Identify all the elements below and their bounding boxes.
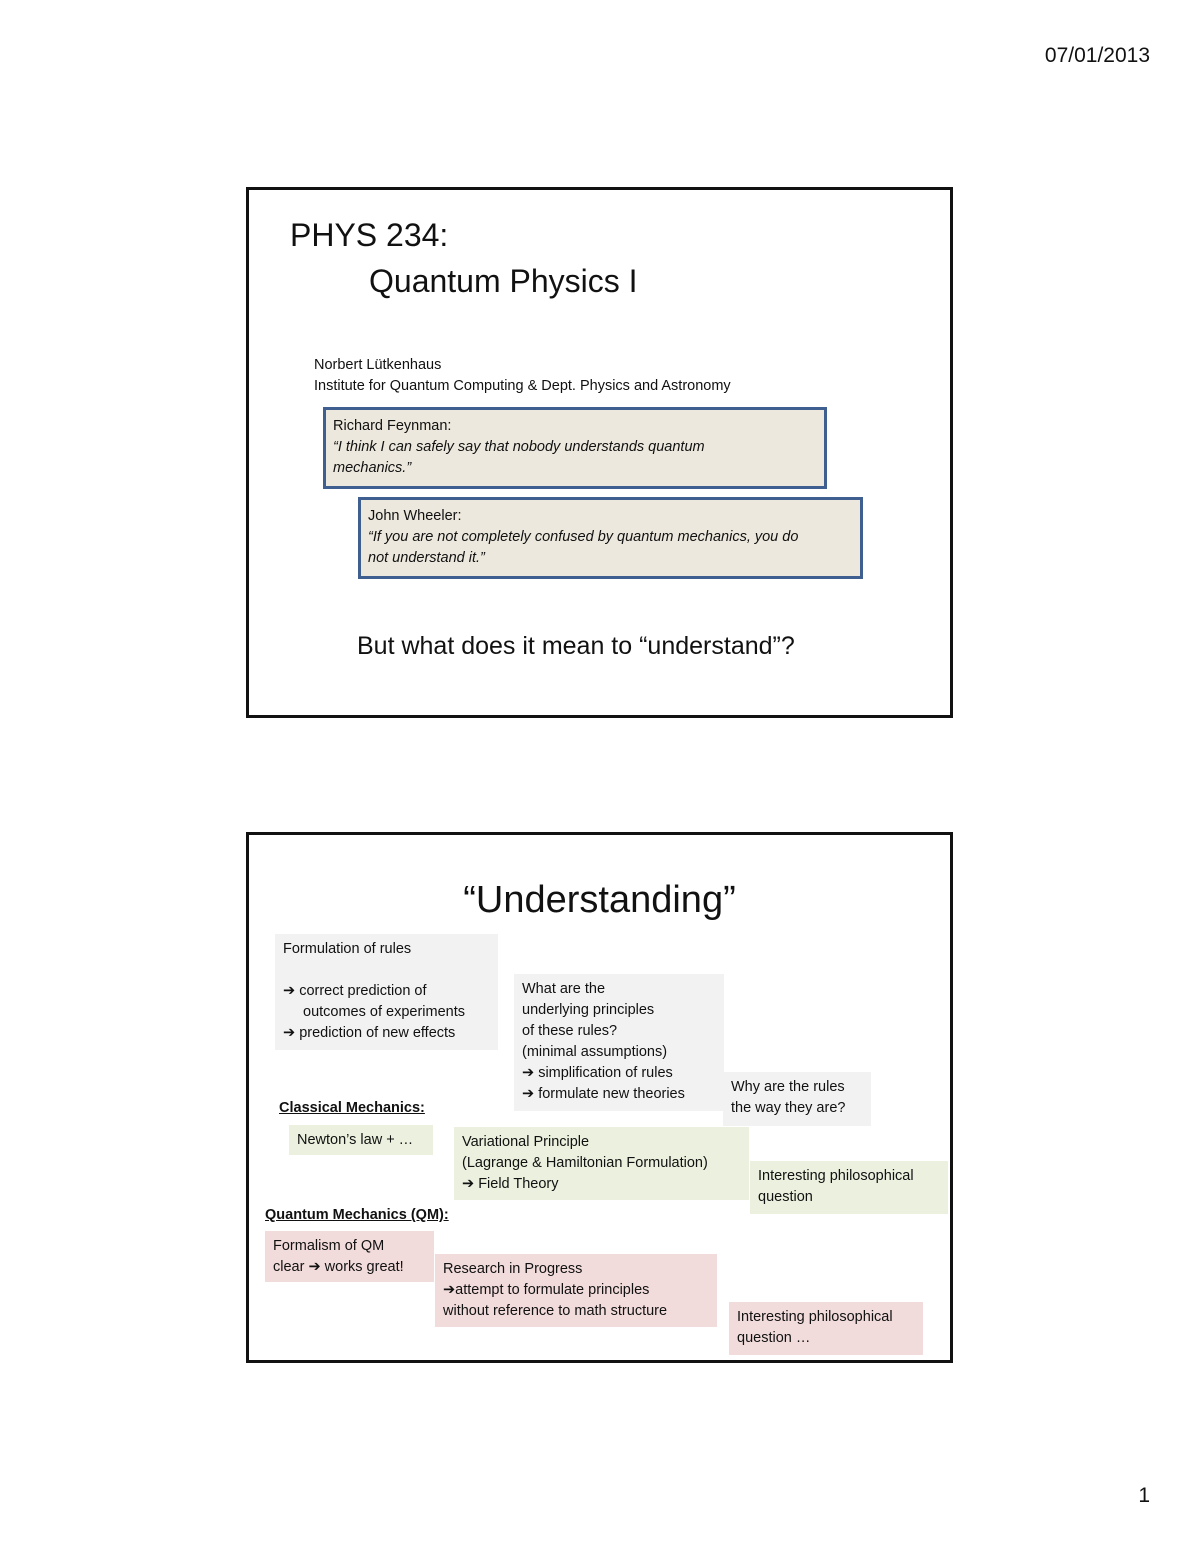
quote-text-line: “If you are not completely confused by quantum mechanics, you do — [368, 529, 799, 545]
course-title: Quantum Physics I — [369, 263, 638, 299]
variational-line: (Lagrange & Hamiltonian Formulation) — [462, 1155, 708, 1171]
formalism-box — [265, 1231, 434, 1282]
quantum-mechanics-heading: Quantum Mechanics (QM): — [265, 1207, 449, 1223]
principles-item: formulate new theories — [538, 1086, 685, 1102]
arrow-icon: ➔ — [443, 1282, 456, 1298]
quote-text-line: mechanics.” — [333, 460, 412, 476]
principles-line: of these rules? — [522, 1023, 618, 1039]
author-affiliation: Institute for Quantum Computing & Dept. Physics and Astronomy — [314, 378, 731, 394]
variational-box — [454, 1127, 749, 1200]
formalism-line: Formalism of QM — [273, 1238, 385, 1254]
classical-mechanics-heading: Classical Mechanics: — [279, 1100, 425, 1116]
rules-box — [275, 934, 498, 1050]
rules-heading: Formulation of rules — [283, 941, 412, 957]
arrow-icon: ➔ — [462, 1176, 475, 1192]
quote-speaker: Richard Feynman: — [333, 418, 452, 434]
research-line: Research in Progress — [443, 1261, 583, 1277]
slide-heading: “Understanding” — [463, 879, 736, 921]
why-box — [723, 1072, 871, 1126]
research-item: attempt to formulate principles — [455, 1282, 650, 1298]
philosophical-line: Interesting philosophical — [758, 1168, 914, 1184]
arrow-icon: ➔ — [522, 1065, 535, 1081]
philosophical-line: question — [758, 1189, 813, 1205]
rules-item: prediction of new effects — [299, 1025, 456, 1041]
principles-item: simplification of rules — [538, 1065, 673, 1081]
quote-text-line: “I think I can safely say that nobody understands quantum — [333, 439, 705, 455]
rules-item: outcomes of experiments — [303, 1004, 465, 1020]
slide-understanding — [246, 832, 953, 1363]
arrow-icon: ➔ — [522, 1086, 535, 1102]
newton-box: Newton’s law + … — [289, 1125, 433, 1155]
research-line: without reference to math structure — [443, 1303, 668, 1319]
research-box — [435, 1254, 717, 1327]
page-number: 1 — [1138, 1484, 1150, 1507]
author-name: Norbert Lütkenhaus — [314, 357, 442, 373]
why-line: Why are the rules — [731, 1079, 845, 1095]
wheeler-quote-box — [358, 497, 863, 579]
understand-question: But what does it mean to “understand”? — [357, 632, 795, 660]
arrow-icon: ➔ — [308, 1259, 321, 1275]
philosophical-line: question … — [737, 1330, 811, 1346]
formalism-text: clear — [273, 1259, 305, 1275]
philosophical-line: Interesting philosophical — [737, 1309, 893, 1325]
quote-text-line: not understand it.” — [368, 550, 485, 566]
slide-title — [246, 187, 953, 718]
principles-line: (minimal assumptions) — [522, 1044, 668, 1060]
why-line: the way they are? — [731, 1100, 846, 1116]
rules-item: correct prediction of — [299, 983, 427, 999]
arrow-icon: ➔ — [283, 983, 296, 999]
author-block — [314, 355, 731, 397]
principles-box — [514, 974, 724, 1111]
formalism-text: works great! — [324, 1259, 404, 1275]
page-date: 07/01/2013 — [1044, 44, 1150, 67]
variational-item: Field Theory — [478, 1176, 559, 1192]
principles-line: underlying principles — [522, 1002, 655, 1018]
quantum-philosophical-box — [729, 1302, 923, 1355]
classical-philosophical-box — [750, 1161, 948, 1214]
principles-line: What are the — [522, 981, 606, 997]
variational-line: Variational Principle — [462, 1134, 590, 1150]
arrow-icon: ➔ — [283, 1025, 296, 1041]
quote-speaker: John Wheeler: — [368, 508, 462, 524]
course-code: PHYS 234: — [290, 217, 449, 253]
feynman-quote-box — [323, 407, 827, 489]
